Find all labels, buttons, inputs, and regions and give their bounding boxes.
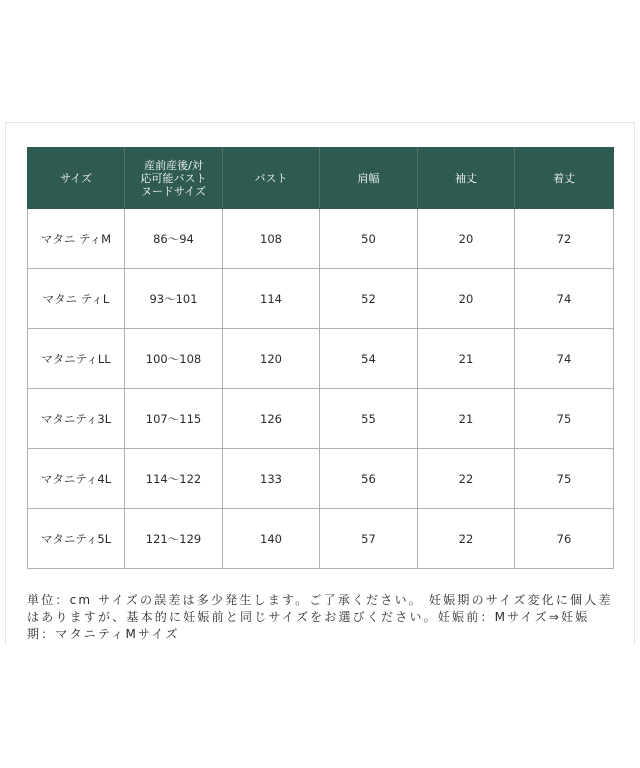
cell-length: 76 xyxy=(515,509,614,569)
cell-length: 74 xyxy=(515,269,614,329)
cell-sleeve: 21 xyxy=(418,389,515,449)
cell-size: マタニ ティM xyxy=(28,209,125,269)
size-note: 単位：cm サイズの誤差は多少発生します。ご了承ください。 妊娠期のサイズ変化に個人差はありますが、基本的に妊娠前と同じサイズをお選びください。妊娠前：Mサイズ⇒妊娠期：マタニティMサイズ xyxy=(27,593,613,641)
cell-sleeve: 22 xyxy=(418,509,515,569)
cell-sleeve: 20 xyxy=(418,209,515,269)
cell-bust: 120 xyxy=(223,329,320,389)
cell-size: マタニティLL xyxy=(28,329,125,389)
cell-bust: 114 xyxy=(223,269,320,329)
cell-length: 72 xyxy=(515,209,614,269)
header-bust-nude-size xyxy=(125,148,223,209)
cell-sleeve: 22 xyxy=(418,449,515,509)
header-size: サイズ xyxy=(28,148,125,209)
header-bust-nude-size-label: 産前産後/対 応可能バスト ヌードサイズ xyxy=(140,158,207,198)
cell-shoulder: 54 xyxy=(320,329,418,389)
cell-bust: 126 xyxy=(223,389,320,449)
table-row xyxy=(28,209,614,269)
cell-nude-bust: 121～129 xyxy=(125,509,223,569)
cell-size: マタニティ3L xyxy=(28,389,125,449)
cell-nude-bust: 114～122 xyxy=(125,449,223,509)
cell-shoulder: 52 xyxy=(320,269,418,329)
table-row xyxy=(28,269,614,329)
size-chart-header xyxy=(28,148,614,209)
cell-shoulder: 55 xyxy=(320,389,418,449)
cell-length: 74 xyxy=(515,329,614,389)
cell-shoulder: 56 xyxy=(320,449,418,509)
cell-nude-bust: 107～115 xyxy=(125,389,223,449)
size-chart-body xyxy=(28,209,614,569)
table-row xyxy=(28,389,614,449)
cell-size: マタニティ5L xyxy=(28,509,125,569)
cell-length: 75 xyxy=(515,449,614,509)
cell-size: マタニティ4L xyxy=(28,449,125,509)
header-row xyxy=(28,148,614,209)
cell-nude-bust: 86～94 xyxy=(125,209,223,269)
header-sleeve-length: 袖丈 xyxy=(418,148,515,209)
cell-shoulder: 57 xyxy=(320,509,418,569)
cell-bust: 133 xyxy=(223,449,320,509)
cell-size: マタニ ティL xyxy=(28,269,125,329)
header-bust: バスト xyxy=(223,148,320,209)
cell-nude-bust: 93～101 xyxy=(125,269,223,329)
table-row xyxy=(28,329,614,389)
header-shoulder-width: 肩幅 xyxy=(320,148,418,209)
size-chart-table xyxy=(27,147,614,569)
cell-bust: 140 xyxy=(223,509,320,569)
table-row xyxy=(28,449,614,509)
cell-shoulder: 50 xyxy=(320,209,418,269)
cell-sleeve: 21 xyxy=(418,329,515,389)
cell-length: 75 xyxy=(515,389,614,449)
header-body-length: 着丈 xyxy=(515,148,614,209)
cell-nude-bust: 100～108 xyxy=(125,329,223,389)
table-row xyxy=(28,509,614,569)
cell-sleeve: 20 xyxy=(418,269,515,329)
cell-bust: 108 xyxy=(223,209,320,269)
